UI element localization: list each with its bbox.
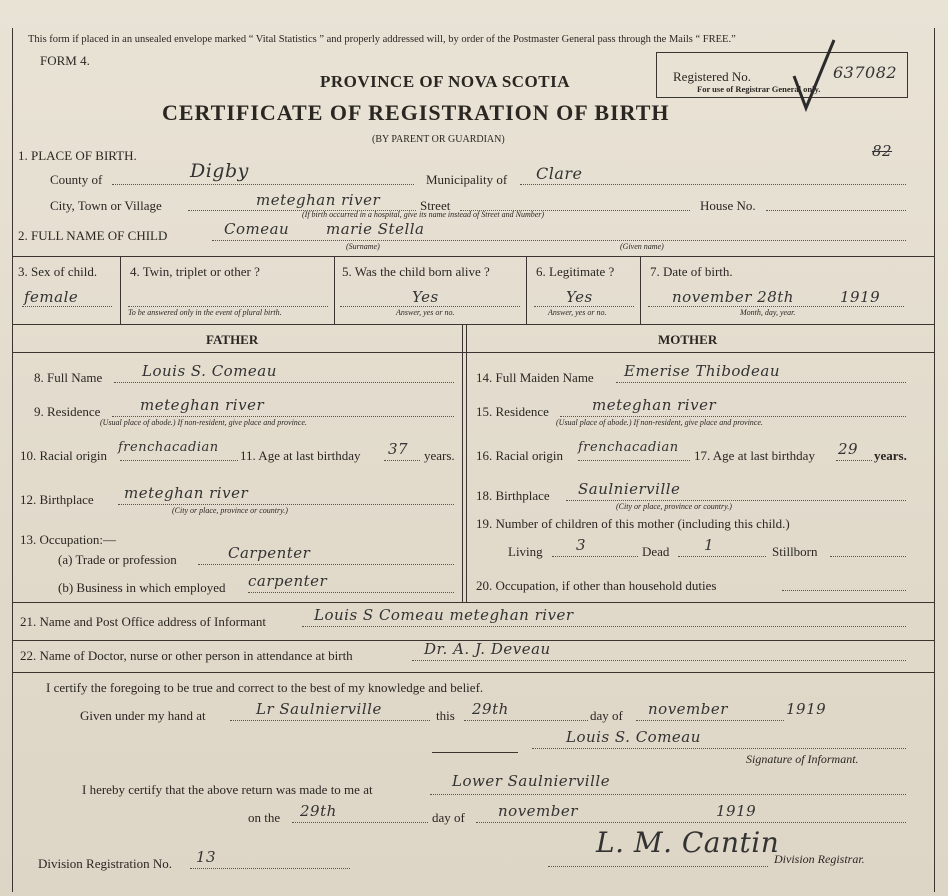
mother-occupation-label: 20. Occupation, if other than household duties (476, 578, 717, 593)
alive-note: Answer, yes or no. (396, 308, 455, 317)
checkmark-icon (790, 36, 840, 116)
doctor-label: 22. Name of Doctor, nurse or other person in attendance at birth (20, 648, 353, 663)
business-value: carpenter (248, 572, 328, 590)
mother-residence-line (560, 416, 906, 417)
parents-divider-2 (466, 324, 467, 602)
row3-divider-3 (526, 256, 527, 324)
given-place: Lr Saulnierville (256, 700, 382, 718)
place-of-birth-label: 1. PLACE OF BIRTH. (18, 148, 137, 163)
registrar-day: 29th (300, 802, 337, 820)
registrar-year: 1919 (716, 802, 757, 820)
father-birthplace-label: 12. Birthplace (20, 492, 94, 507)
division-line (190, 868, 350, 869)
house-label: House No. (700, 198, 756, 213)
alive-label: 5. Was the child born alive ? (342, 264, 490, 279)
father-age: 37 (388, 440, 409, 458)
mother-birthplace-note: (City or place, province or country.) (616, 502, 732, 511)
father-residence: meteghan river (140, 396, 265, 414)
day-line (464, 720, 588, 721)
child-surname: Comeau (224, 220, 290, 238)
row3-divider-2 (334, 256, 335, 324)
mother-heading: MOTHER (658, 332, 718, 347)
division-number: 13 (196, 848, 217, 866)
twin-line (128, 306, 328, 307)
dead-line (678, 556, 766, 557)
street-label: Street (420, 198, 451, 213)
house-line (766, 210, 906, 211)
signature-short-line (432, 752, 518, 753)
date-note: Month, day, year. (740, 308, 796, 317)
certify-text: I certify the foregoing to be true and correct to the best of my knowledge and belief. (46, 680, 484, 695)
father-residence-line (112, 416, 454, 417)
father-racial: frenchacadian (118, 440, 219, 455)
left-border (12, 28, 13, 892)
certify-month: november (648, 700, 728, 718)
child-name-label: 2. FULL NAME OF CHILD (18, 228, 168, 243)
legitimate-label: 6. Legitimate ? (536, 264, 615, 279)
parents-heading-line (12, 352, 934, 353)
certificate-title: CERTIFICATE OF REGISTRATION OF BIRTH (162, 100, 670, 125)
mother-residence-note: (Usual place of abode.) If non-resident, give place and province. (556, 418, 763, 427)
dead-label: Dead (642, 544, 670, 559)
given-caption: (Given name) (620, 242, 664, 251)
father-birthplace-note: (City or place, province or country.) (172, 506, 288, 515)
registrar-day-of-label: day of (432, 810, 465, 825)
date-line (648, 306, 904, 307)
legitimate-line (534, 306, 634, 307)
mother-name-line (616, 382, 906, 383)
registrar-month-line (476, 822, 906, 823)
doctor-value: Dr. A. J. Deveau (424, 640, 551, 658)
registered-number: 637082 (833, 63, 898, 82)
father-age-label: 11. Age at last birthday (240, 448, 361, 463)
parents-bottom-line (12, 602, 934, 603)
mother-name: Emerise Thibodeau (624, 362, 781, 380)
mother-age: 29 (838, 440, 859, 458)
on-the-label: on the (248, 810, 281, 825)
twin-note: To be answered only in the event of plural birth. (128, 308, 282, 317)
row3-divider-1 (120, 256, 121, 324)
postal-notice: This form if placed in an unsealed envelope marked “ Vital Statistics ” and properly addressed will, by order of the Postmaster General pass through the Mails “ FREE.” (28, 34, 736, 45)
alive-value: Yes (412, 288, 439, 306)
registrar-caption: Division Registrar. (774, 852, 865, 866)
sex-label: 3. Sex of child. (18, 264, 98, 279)
birth-date: november 28th (672, 288, 794, 306)
child-name-line (212, 240, 906, 241)
mother-age-line (836, 460, 872, 461)
corner-number: 82 (872, 142, 893, 160)
city-value: meteghan river (256, 191, 381, 209)
mother-birthplace-label: 18. Birthplace (476, 488, 550, 503)
children-label: 19. Number of children of this mother (including this child.) (476, 516, 790, 531)
city-label: City, Town or Village (50, 198, 162, 213)
registrar-place-line (430, 794, 906, 795)
registrar-month: november (498, 802, 578, 820)
father-birthplace-line (118, 504, 454, 505)
mother-years-label: years. (874, 448, 907, 463)
informant-signature: Louis S. Comeau (566, 728, 701, 746)
father-name-line (114, 382, 454, 383)
municipality-value: Clare (536, 164, 583, 183)
division-label: Division Registration No. (38, 856, 172, 871)
stillborn-label: Stillborn (772, 544, 818, 559)
registrar-signature: L. M. Cantin (596, 826, 780, 859)
living-value: 3 (576, 536, 587, 554)
municipality-label: Municipality of (426, 172, 508, 187)
informant-value: Louis S Comeau meteghan river (314, 606, 574, 624)
surname-caption: (Surname) (346, 242, 380, 251)
trade-value: Carpenter (228, 544, 311, 562)
child-given-name: marie Stella (326, 220, 425, 238)
business-line (248, 592, 454, 593)
registrar-signature-line (548, 866, 768, 867)
twin-label: 4. Twin, triplet or other ? (130, 264, 260, 279)
mother-name-label: 14. Full Maiden Name (476, 370, 594, 385)
informant-label: 21. Name and Post Office address of Informant (20, 614, 266, 629)
father-residence-label: 9. Residence (34, 404, 101, 419)
mother-racial-label: 16. Racial origin (476, 448, 564, 463)
business-label: (b) Business in which employed (58, 580, 226, 595)
father-name: Louis S. Comeau (142, 362, 277, 380)
occupation-label: 13. Occupation:— (20, 532, 117, 547)
living-label: Living (508, 544, 543, 559)
certify-year: 1919 (786, 700, 827, 718)
parents-divider (462, 324, 463, 602)
registrar-use-note: For use of Registrar General only. (697, 84, 821, 94)
father-heading: FATHER (206, 332, 259, 347)
row3-divider-4 (640, 256, 641, 324)
county-label: County of (50, 172, 103, 187)
registered-label: Registered No. (673, 69, 751, 84)
father-residence-note: (Usual place of abode.) If non-resident, give place and province. (100, 418, 307, 427)
mother-birthplace-line (566, 500, 906, 501)
living-line (552, 556, 638, 557)
sex-value: female (24, 288, 79, 306)
form-number: FORM 4. (40, 53, 90, 68)
given-label: Given under my hand at (80, 708, 206, 723)
birth-year: 1919 (840, 288, 881, 306)
registrar-place: Lower Saulnierville (452, 772, 611, 790)
mother-racial: frenchacadian (578, 440, 679, 455)
registrar-day-line (292, 822, 428, 823)
informant-line (302, 626, 906, 627)
father-racial-line (120, 460, 238, 461)
dead-value: 1 (704, 536, 715, 554)
day-of-label: day of (590, 708, 623, 723)
county-value: Digby (190, 160, 249, 182)
stillborn-line (830, 556, 906, 557)
father-age-line (384, 460, 420, 461)
registrar-certify-text: I hereby certify that the above return was made to me at (82, 782, 373, 797)
informant-signature-caption: Signature of Informant. (746, 752, 859, 766)
row3-bottom-line (12, 324, 934, 325)
legitimate-value: Yes (566, 288, 593, 306)
trade-label: (a) Trade or profession (58, 552, 177, 567)
mother-occupation-line (782, 590, 906, 591)
sex-line (22, 306, 112, 307)
registered-box (656, 52, 908, 98)
hospital-note: (If birth occurred in a hospital, give its name instead of Street and Number) (302, 210, 545, 219)
province-title: PROVINCE OF NOVA SCOTIA (320, 72, 571, 91)
informant-signature-line (532, 748, 906, 749)
given-place-line (230, 720, 430, 721)
mother-residence: meteghan river (592, 396, 717, 414)
right-border (934, 28, 935, 892)
father-racial-label: 10. Racial origin (20, 448, 108, 463)
date-label: 7. Date of birth. (650, 264, 733, 279)
father-birthplace: meteghan river (124, 484, 249, 502)
row3-top-line (12, 256, 934, 257)
trade-line (198, 564, 454, 565)
alive-line (340, 306, 520, 307)
certificate-subtitle: (BY PARENT OR GUARDIAN) (372, 134, 505, 145)
mother-birthplace: Saulnierville (578, 480, 681, 498)
doctor-line (412, 660, 906, 661)
doctor-bottom-line (12, 672, 934, 673)
father-years-label: years. (424, 448, 455, 463)
father-name-label: 8. Full Name (34, 370, 103, 385)
certify-day: 29th (472, 700, 509, 718)
county-line (112, 184, 414, 185)
mother-age-label: 17. Age at last birthday (694, 448, 815, 463)
legitimate-note: Answer, yes or no. (548, 308, 607, 317)
mother-racial-line (578, 460, 690, 461)
month-line (636, 720, 784, 721)
municipality-line (520, 184, 906, 185)
mother-residence-label: 15. Residence (476, 404, 549, 419)
this-label: this (436, 708, 455, 723)
